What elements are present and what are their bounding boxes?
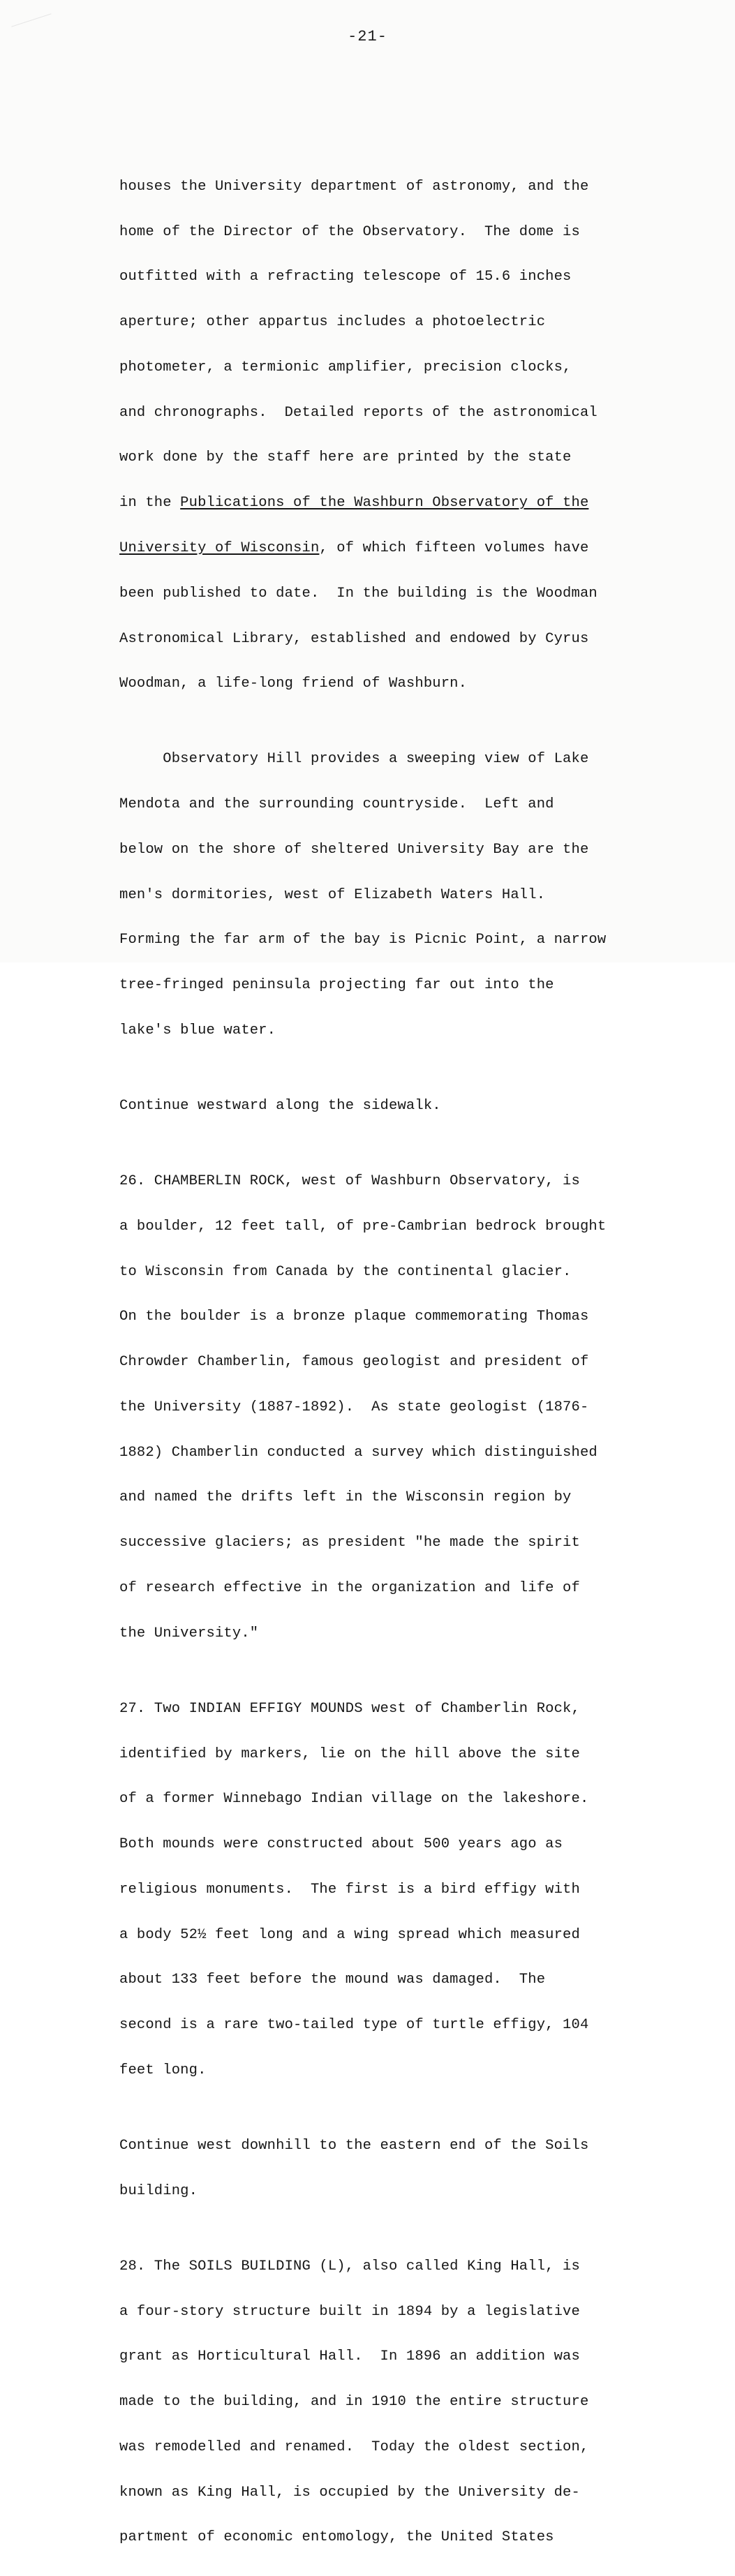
text-line: Both mounds were constructed about 500 years ago as (119, 1836, 563, 1853)
text-segment: , of which fifteen volumes have (319, 540, 589, 557)
text-line: Astronomical Library, established and endowed by Cyrus (119, 630, 589, 647)
text-line: Forming the far arm of the bay is Picnic Point, a narrow (119, 932, 607, 948)
text-line: 26. CHAMBERLIN ROCK, west of Washburn Observatory, is (119, 1172, 580, 1189)
text-line: Chrowder Chamberlin, famous geologist and president of (119, 1354, 589, 1371)
text-line: tree-fringed peninsula projecting far out into the (119, 977, 554, 994)
text-line: houses the University department of astronomy, and the (119, 178, 589, 195)
text-line: the University (1887-1892). As state geologist (1876- (119, 1399, 589, 1415)
text-line: work done by the staff here are printed by the state (119, 449, 572, 466)
text-line: men's dormitories, west of Elizabeth Waters Hall. (119, 886, 546, 903)
text-line: Continue westward along the sidewalk. (119, 1098, 441, 1114)
text-line: a body 52½ feet long and a wing spread which measured (119, 1926, 580, 1943)
text-line: known as King Hall, is occupied by the University de- (119, 2484, 580, 2501)
text-line: 27. Two INDIAN EFFIGY MOUNDS west of Chamberlin Rock, (119, 1700, 580, 1717)
text-line: Observatory Hill provides a sweeping view of Lake (119, 751, 589, 768)
text-line: of research effective in the organization and life of (119, 1580, 580, 1596)
text-line: a boulder, 12 feet tall, of pre-Cambrian bedrock brought (119, 1218, 607, 1235)
text-line: grant as Horticultural Hall. In 1896 an addition was (119, 2348, 580, 2365)
text-line: 1882) Chamberlin conducted a survey which distinguished (119, 1444, 597, 1461)
text-line (119, 541, 650, 556)
text-segment: in the (119, 495, 181, 512)
text-line: building. (119, 2182, 198, 2199)
text-line: feet long. (119, 2062, 207, 2078)
text-line: Mendota and the surrounding countryside. Left and (119, 796, 554, 813)
text-line: successive glaciers; as president "he made the spirit (119, 1535, 580, 1551)
underlined-publication-title: Publications of the Washburn Observatory of the (180, 495, 589, 512)
text-line: of a former Winnebago Indian village on the lakeshore. (119, 1791, 589, 1808)
page-number: -21- (348, 28, 387, 45)
body-text (119, 134, 650, 2575)
text-line: 28. The SOILS BUILDING (L), also called King Hall, is (119, 2258, 580, 2275)
text-line: outfitted with a refracting telescope of 15.6 inches (119, 269, 572, 285)
text-line: and chronographs. Detailed reports of the astronomical (119, 404, 597, 421)
text-line (119, 496, 650, 511)
text-line: made to the building, and in 1910 the entire structure (119, 2394, 589, 2411)
text-line: On the boulder is a bronze plaque commemorating Thomas (119, 1309, 589, 1325)
underlined-publication-title: University of Wisconsin (119, 540, 320, 557)
text-line: Woodman, a life-long friend of Washburn. (119, 676, 468, 692)
text-line: partment of economic entomology, the United States (119, 2529, 554, 2546)
text-line: and named the drifts left in the Wisconsin region by (119, 1489, 572, 1506)
text-line: was remodelled and renamed. Today the oldest section, (119, 2439, 589, 2455)
text-line: second is a rare two-tailed type of turtle effigy, 104 (119, 2017, 589, 2034)
text-line: about 133 feet before the mound was damaged. The (119, 1972, 546, 1988)
text-line: below on the shore of sheltered University Bay are the (119, 841, 589, 858)
text-line: been published to date. In the building is the Woodman (119, 585, 597, 602)
text-line: lake's blue water. (119, 1022, 276, 1039)
text-line: the University." (119, 1625, 259, 1641)
text-line: photometer, a termionic amplifier, precision clocks, (119, 359, 572, 375)
text-line: religious monuments. The first is a bird effigy with (119, 1881, 580, 1898)
text-line: to Wisconsin from Canada by the continental glacier. (119, 1263, 572, 1280)
text-line: aperture; other appartus includes a photoelectric (119, 314, 546, 331)
text-line: a four-story structure built in 1894 by a legislative (119, 2303, 580, 2320)
text-line: Continue west downhill to the eastern end of the Soils (119, 2137, 589, 2154)
text-line: identified by markers, lie on the hill above the site (119, 1745, 580, 1762)
text-line: home of the Director of the Observatory. The dome is (119, 223, 580, 240)
